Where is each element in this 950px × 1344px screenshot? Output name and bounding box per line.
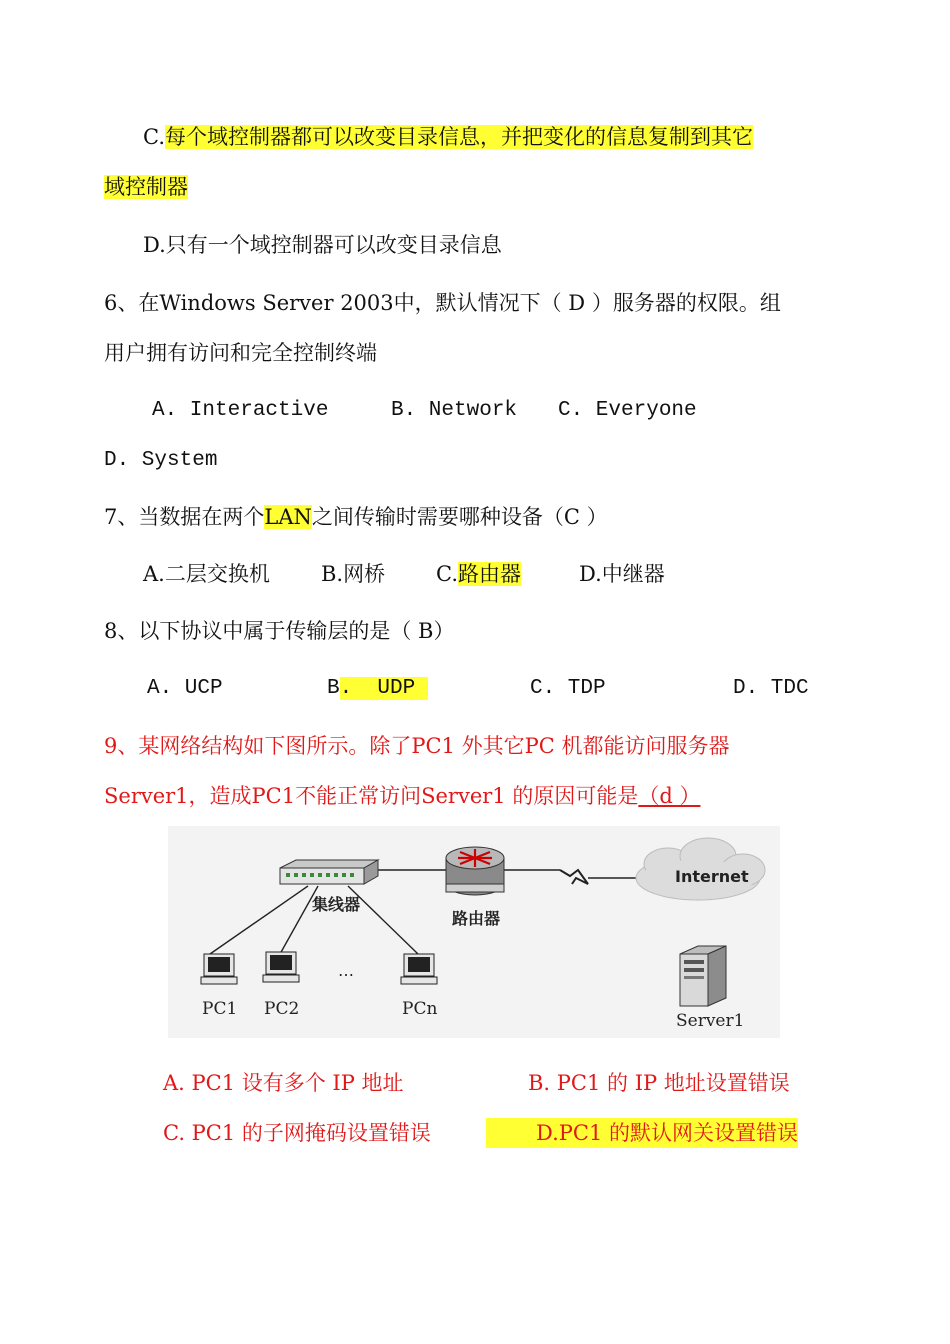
q8-option-b-prefix: B <box>327 677 340 700</box>
q6-stem-line2: 用户拥有访问和完全控制终端 <box>104 341 377 365</box>
hub-label: 集线器 <box>312 895 361 914</box>
pc1-icon <box>201 954 237 984</box>
q5-option-d: D.只有一个域控制器可以改变目录信息 <box>143 233 502 257</box>
q6-option-a: A. Interactive <box>152 399 329 422</box>
q9-option-c: C. PC1 的子网掩码设置错误 <box>163 1121 431 1145</box>
pc-ellipsis: … <box>338 961 354 980</box>
q7-option-c-prefix: C. <box>436 562 458 586</box>
q9-stem-line2-text: Server1，造成PC1不能正常访问Server1 的原因可能是 <box>104 784 639 808</box>
q8-option-a: A. UCP <box>147 677 223 700</box>
q5-option-c-text-2: 域控制器 <box>104 175 188 199</box>
q7-option-c-highlight: 路由器 <box>458 562 521 586</box>
q7-stem <box>104 502 608 532</box>
internet-label: Internet <box>675 867 749 886</box>
q5-option-c-prefix: C. <box>143 125 165 149</box>
network-links <box>210 870 640 954</box>
q6-option-c: C. Everyone <box>558 399 697 422</box>
q7-stem-highlight: LAN <box>264 505 312 529</box>
q9-answer-blank: （d ） <box>638 784 701 808</box>
q7-option-b: B.网桥 <box>321 562 386 586</box>
q6-option-b: B. Network <box>391 399 518 422</box>
q9-stem-line1: 9、某网络结构如下图所示。除了PC1 外其它PC 机都能访问服务器 <box>104 734 730 758</box>
network-diagram <box>168 826 780 1038</box>
q7-option-a: A.二层交换机 <box>143 562 270 586</box>
q6-stem-line1: 6、在Windows Server 2003中，默认情况下（ D ）服务器的权限。组 <box>104 291 781 315</box>
q8-option-c: C. TDP <box>530 677 606 700</box>
q7-option-d: D.中继器 <box>579 562 665 586</box>
q8-stem: 8、以下协议中属于传输层的是（ B） <box>104 619 455 643</box>
q7-option-c <box>436 559 521 589</box>
q8-option-d: D. TDC <box>733 677 809 700</box>
pc1-label: PC1 <box>202 999 238 1019</box>
q9-option-a: A. PC1 设有多个 IP 地址 <box>163 1071 404 1095</box>
router-icon <box>446 847 504 895</box>
q9-option-d: D.PC1 的默认网关设置错误 <box>536 1118 798 1148</box>
q7-stem-pre: 7、当数据在两个 <box>104 505 265 529</box>
network-diagram-svg <box>168 826 780 1038</box>
q9-option-b: B. PC1 的 IP 地址设置错误 <box>528 1071 790 1095</box>
hub-icon <box>280 860 378 884</box>
pc2-label: PC2 <box>264 999 300 1019</box>
server-label: Server1 <box>676 1011 745 1031</box>
q7-stem-post: 之间传输时需要哪种设备（C ） <box>311 505 608 529</box>
pcn-icon <box>401 954 437 984</box>
q5-option-c-text: 每个域控制器都可以改变目录信息，并把变化的信息复制到其它 <box>165 125 753 149</box>
q8-option-b-highlight: . UDP <box>339 677 428 700</box>
q6-option-d: D. System <box>104 449 218 472</box>
server-icon <box>680 946 726 1006</box>
q9-option-d-highlight-pad <box>486 1118 536 1148</box>
q8-option-b <box>327 674 428 704</box>
router-label: 路由器 <box>452 909 501 928</box>
q5-option-c <box>143 122 753 152</box>
q5-option-c-continued <box>104 172 188 202</box>
pc2-icon <box>263 952 299 982</box>
pcn-label: PCn <box>402 999 438 1019</box>
q9-stem-line2 <box>104 781 700 811</box>
